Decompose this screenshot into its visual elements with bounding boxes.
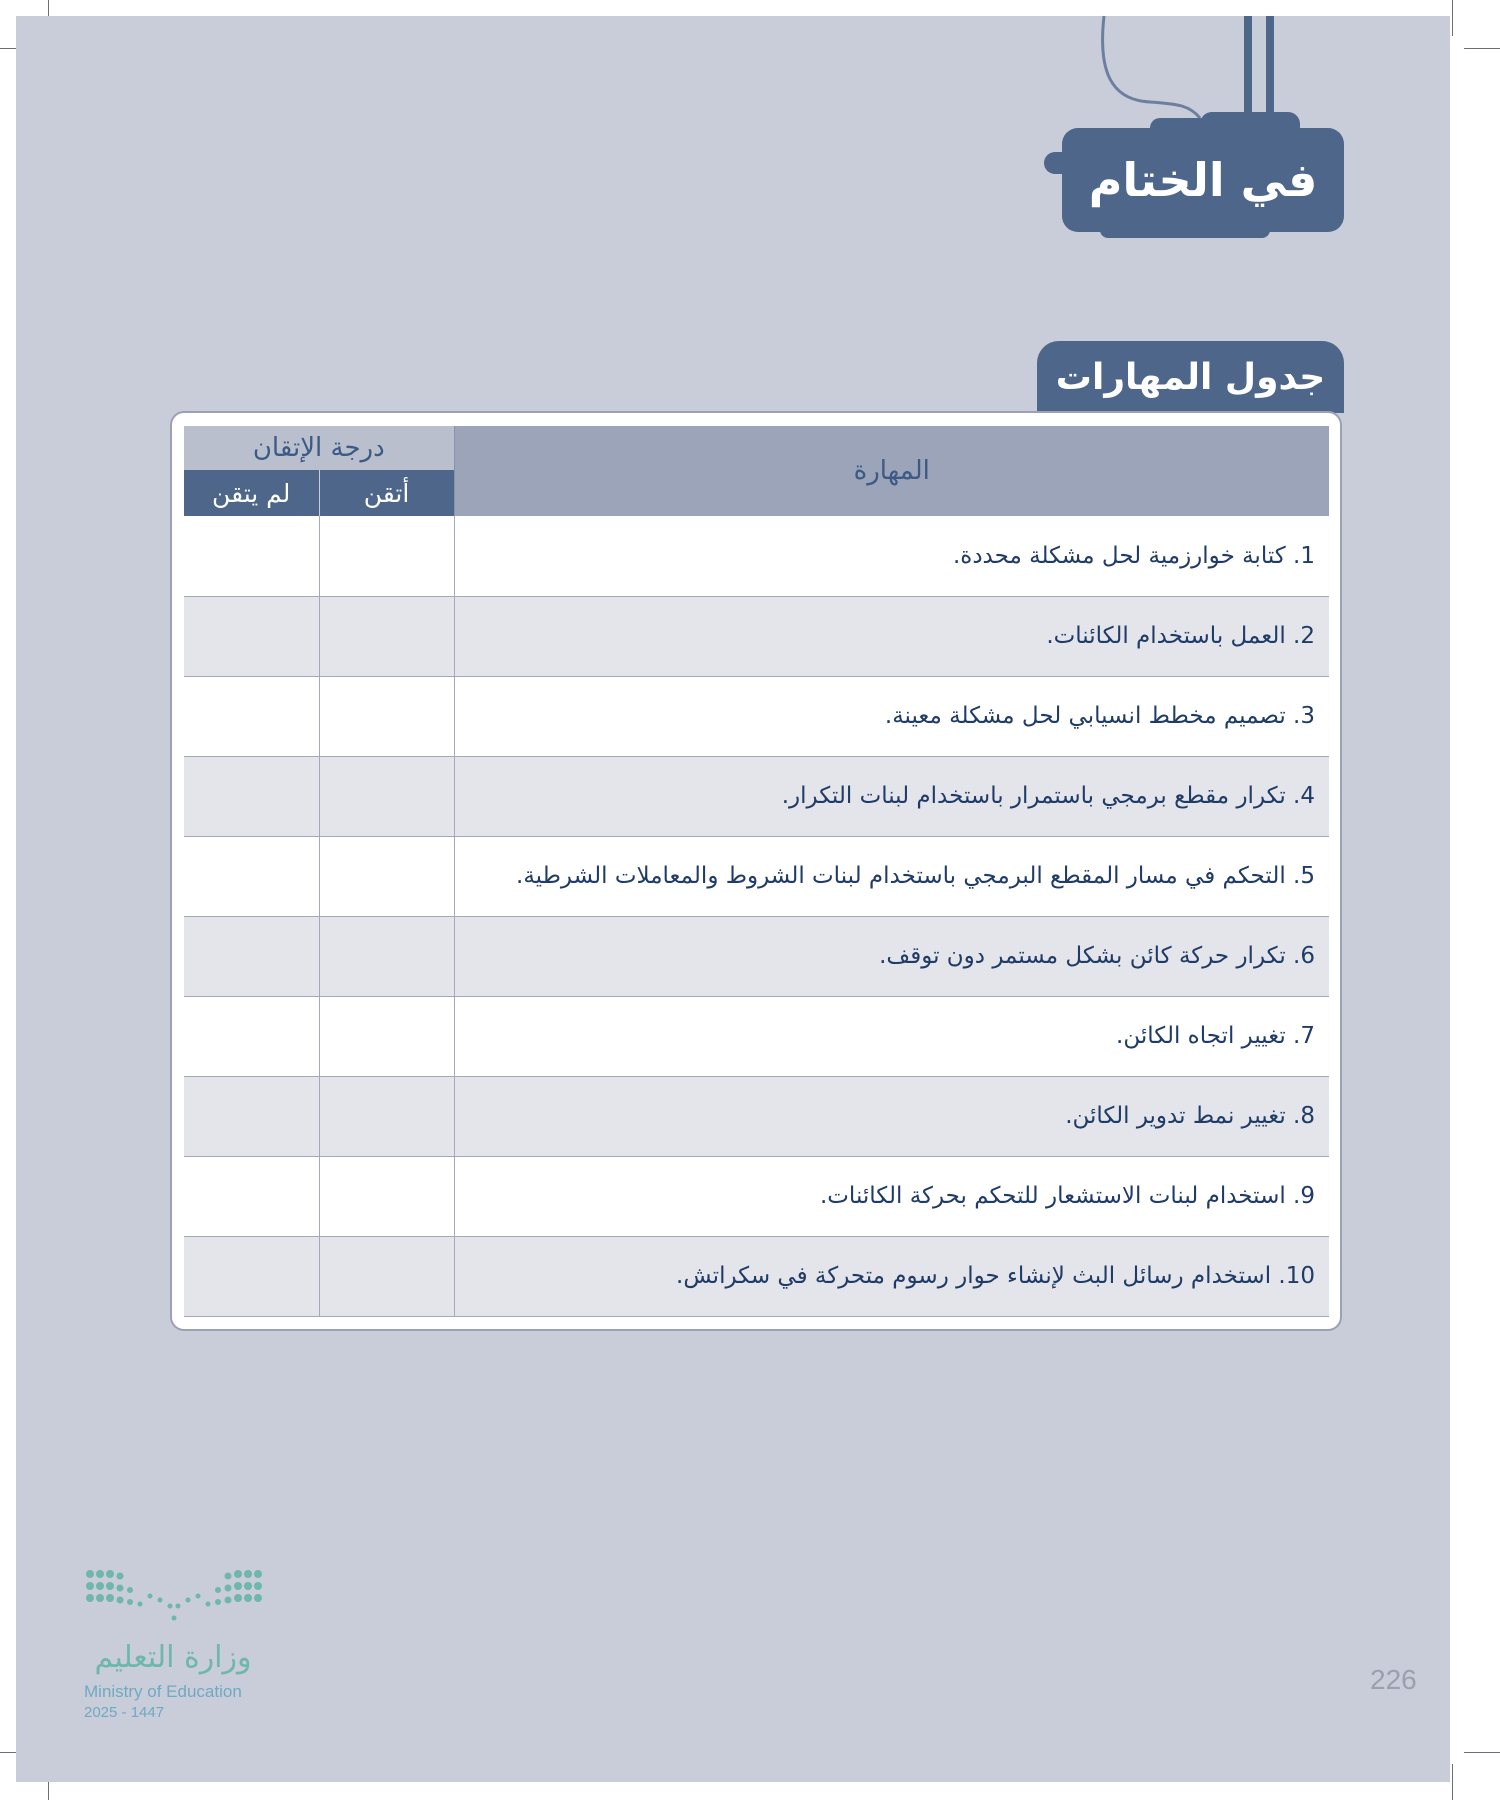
not-mastered-checkbox-cell[interactable] [184,1156,319,1236]
ministry-logo-icon [84,1564,264,1634]
skill-text: 10. استخدام رسائل البث لإنشاء حوار رسوم متحركة في سكراتش. [454,1236,1329,1316]
table-row [184,1076,1329,1156]
not-mastered-checkbox-cell[interactable] [184,676,319,756]
not-mastered-checkbox-cell[interactable] [184,996,319,1076]
skills-table [184,426,1329,1317]
page-title: في الختام [1062,128,1344,232]
crop-mark [1452,1764,1453,1800]
skill-text: 3. تصميم مخطط انسيابي لحل مشكلة معينة. [454,676,1329,756]
page-number: 226 [1370,1664,1417,1695]
sign-hanger [1244,16,1252,116]
mastered-column-header: أتقن [319,470,454,516]
table-row [184,676,1329,756]
skill-text: 2. العمل باستخدام الكائنات. [454,596,1329,676]
mastered-checkbox-cell[interactable] [319,996,454,1076]
skill-text: 1. كتابة خوارزمية لحل مشكلة محددة. [454,516,1329,596]
mastered-checkbox-cell[interactable] [319,916,454,996]
crop-mark [1464,48,1500,49]
crop-mark [1464,1752,1500,1753]
section-title: جدول المهارات [1037,341,1344,413]
sign-hanger [1266,16,1274,116]
not-mastered-checkbox-cell[interactable] [184,1076,319,1156]
not-mastered-checkbox-cell[interactable] [184,756,319,836]
table-row [184,756,1329,836]
skill-column-header: المهارة [454,426,1329,516]
skill-text: 4. تكرار مقطع برمجي باستمرار باستخدام لبنات التكرار. [454,756,1329,836]
ministry-year: 2025 - 1447 [84,1704,165,1721]
cable-icon [1090,10,1220,130]
mastered-checkbox-cell[interactable] [319,1236,454,1316]
mastered-checkbox-cell[interactable] [319,756,454,836]
mastered-checkbox-cell[interactable] [319,516,454,596]
table-row [184,996,1329,1076]
mastered-checkbox-cell[interactable] [319,676,454,756]
mastered-checkbox-cell[interactable] [319,596,454,676]
not-mastered-column-header: لم يتقن [184,470,319,516]
skill-text: 6. تكرار حركة كائن بشكل مستمر دون توقف. [454,916,1329,996]
ministry-name-english: Ministry of Education [84,1682,242,1701]
table-row [184,836,1329,916]
mastered-checkbox-cell[interactable] [319,1076,454,1156]
table-row [184,1156,1329,1236]
table-row [184,596,1329,676]
mastered-checkbox-cell[interactable] [319,1156,454,1236]
not-mastered-checkbox-cell[interactable] [184,1236,319,1316]
skill-text: 7. تغيير اتجاه الكائن. [454,996,1329,1076]
crop-mark [1452,0,1453,36]
table-row [184,1236,1329,1316]
ministry-name-arabic: وزارة التعليم [94,1640,252,1675]
not-mastered-checkbox-cell[interactable] [184,916,319,996]
not-mastered-checkbox-cell[interactable] [184,516,319,596]
not-mastered-checkbox-cell[interactable] [184,836,319,916]
mastered-checkbox-cell[interactable] [319,836,454,916]
skill-text: 9. استخدام لبنات الاستشعار للتحكم بحركة الكائنات. [454,1156,1329,1236]
not-mastered-checkbox-cell[interactable] [184,596,319,676]
skill-text: 5. التحكم في مسار المقطع البرمجي باستخدام لبنات الشروط والمعاملات الشرطية. [454,836,1329,916]
sign-base [1100,226,1270,238]
mastery-degree-header: درجة الإتقان [184,426,454,470]
table-row [184,916,1329,996]
skill-text: 8. تغيير نمط تدوير الكائن. [454,1076,1329,1156]
table-row [184,516,1329,596]
